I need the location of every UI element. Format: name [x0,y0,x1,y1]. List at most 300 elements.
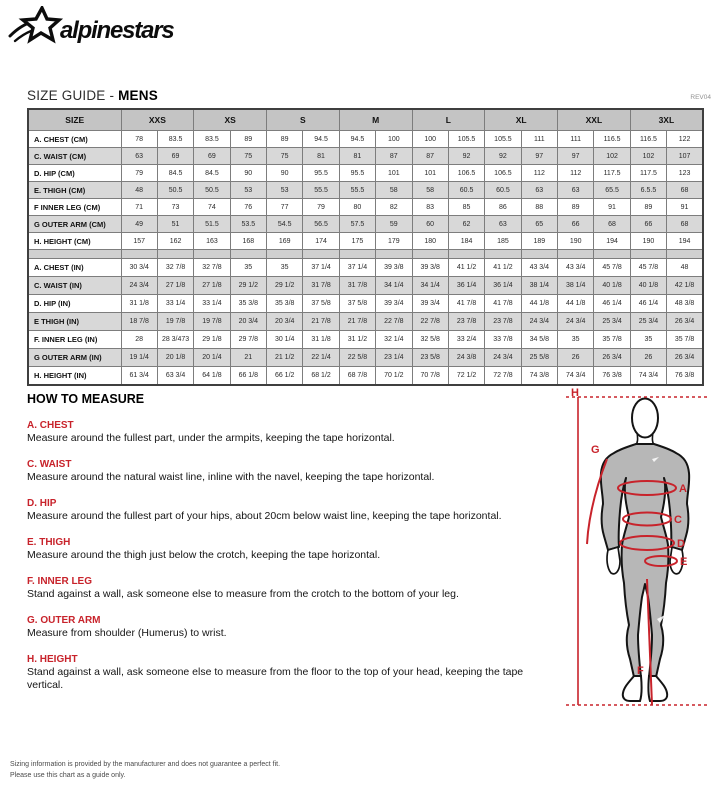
size-value-cell: 179 [376,233,412,250]
size-value-cell: 72 1/2 [448,367,484,385]
size-value-cell: 68 [667,182,703,199]
size-value-cell: 74 3/4 [558,367,594,385]
size-header-xs: XS [194,109,267,131]
size-value-cell: 23 5/8 [412,349,448,367]
size-header-3xl: 3XL [630,109,703,131]
size-value-cell: 117.5 [630,165,666,182]
size-value-cell: 24 3/8 [448,349,484,367]
size-value-cell: 39 3/8 [376,259,412,277]
size-table-header-row [28,109,703,131]
size-value-cell: 25 5/8 [521,349,557,367]
size-value-cell: 77 [267,199,303,216]
size-value-cell: 88 [521,199,557,216]
size-value-cell: 162 [157,233,193,250]
table-row [28,313,703,331]
size-value-cell: 32 7/8 [157,259,193,277]
label-outer-arm: G [591,444,600,456]
size-value-cell: 63 [485,216,521,233]
size-value-cell: 34 5/8 [521,331,557,349]
size-value-cell: 116.5 [594,131,630,148]
size-value-cell: 18 7/8 [121,313,157,331]
table-row [28,233,703,250]
size-value-cell: 31 1/8 [303,331,339,349]
size-value-cell: 35 [230,259,266,277]
measure-item [27,498,557,523]
size-value-cell: 41 7/8 [448,295,484,313]
size-value-cell: 19 7/8 [194,313,230,331]
separator-cell [230,250,266,259]
size-value-cell: 89 [630,199,666,216]
page-title-gender: MENS [118,88,158,103]
size-value-cell: 34 1/4 [412,277,448,295]
size-value-cell: 169 [267,233,303,250]
size-value-cell: 29 7/8 [230,331,266,349]
size-value-cell: 73 [157,199,193,216]
size-value-cell: 87 [412,148,448,165]
size-value-cell: 41 7/8 [485,295,521,313]
size-value-cell: 50.5 [194,182,230,199]
figure-foot-left [623,676,642,701]
size-value-cell: 68 [667,216,703,233]
size-value-cell: 21 7/8 [339,313,375,331]
size-value-cell: 60.5 [485,182,521,199]
size-value-cell: 35 3/8 [267,295,303,313]
size-header-l: L [412,109,485,131]
size-value-cell: 28 3/473 [157,331,193,349]
size-value-cell: 37 5/8 [303,295,339,313]
figure-hand-left [607,547,620,574]
measure-item-heading: G. OUTER ARM [27,615,101,626]
row-label: F INNER LEG (CM) [28,199,121,216]
separator-cell [121,250,157,259]
size-value-cell: 81 [339,148,375,165]
size-value-cell: 55.5 [339,182,375,199]
size-value-cell: 194 [594,233,630,250]
size-value-cell: 70 1/2 [376,367,412,385]
size-value-cell: 46 1/4 [594,295,630,313]
size-value-cell: 35 [630,331,666,349]
size-value-cell: 35 7/8 [667,331,703,349]
size-value-cell: 51 [157,216,193,233]
separator-cell [157,250,193,259]
measure-item-heading: F. INNER LEG [27,576,93,587]
size-value-cell: 69 [194,148,230,165]
label-waist: C [674,514,682,526]
size-value-cell: 71 [121,199,157,216]
size-value-cell: 29 1/2 [230,277,266,295]
size-value-cell: 65.5 [594,182,630,199]
size-value-cell: 33 7/8 [485,331,521,349]
revision-label: REV04 [690,94,711,101]
size-value-cell: 168 [230,233,266,250]
measure-item-heading: A. CHEST [27,420,74,431]
size-value-cell: 26 [630,349,666,367]
size-value-cell: 22 5/8 [339,349,375,367]
size-value-cell: 101 [376,165,412,182]
size-value-cell: 97 [521,148,557,165]
table-row [28,331,703,349]
size-value-cell: 19 7/8 [157,313,193,331]
size-value-cell: 85 [448,199,484,216]
row-label: F. INNER LEG (IN) [28,331,121,349]
how-to-measure-section [27,392,557,692]
size-value-cell: 72 7/8 [485,367,521,385]
size-value-cell: 81 [303,148,339,165]
size-value-cell: 37 1/4 [303,259,339,277]
alpinestars-star-icon [8,6,188,48]
size-value-cell: 97 [558,148,594,165]
size-value-cell: 94.5 [303,131,339,148]
table-row [28,199,703,216]
size-value-cell: 76 3/8 [594,367,630,385]
size-value-cell: 157 [121,233,157,250]
size-value-cell: 84.5 [194,165,230,182]
size-value-cell: 26 [558,349,594,367]
label-height: H [571,387,579,399]
measure-item-heading: E. THIGH [27,537,71,548]
size-value-cell: 83.5 [194,131,230,148]
separator-cell [339,250,375,259]
logo-wordmark: alpinestars [60,17,174,44]
size-value-cell: 35 3/8 [230,295,266,313]
separator-cell [28,250,121,259]
how-to-measure-list [27,420,557,692]
measure-item [27,459,557,484]
size-header-m: M [339,109,412,131]
size-value-cell: 102 [630,148,666,165]
size-value-cell: 38 1/4 [521,277,557,295]
table-row [28,131,703,148]
size-value-cell: 21 [230,349,266,367]
size-value-cell: 35 [558,331,594,349]
size-value-cell: 53 [230,182,266,199]
separator-cell [594,250,630,259]
size-value-cell: 75 [267,148,303,165]
size-value-cell: 32 5/8 [412,331,448,349]
table-row [28,349,703,367]
size-value-cell: 63 3/4 [157,367,193,385]
size-value-cell: 21 1/2 [267,349,303,367]
size-value-cell: 79 [303,199,339,216]
size-value-cell: 84.5 [157,165,193,182]
size-header-s: S [267,109,340,131]
size-value-cell: 6.5.5 [630,182,666,199]
size-value-cell: 75 [230,148,266,165]
size-value-cell: 28 [121,331,157,349]
size-value-cell: 26 3/4 [594,349,630,367]
measure-item-heading: H. HEIGHT [27,654,78,665]
size-value-cell: 33 2/4 [448,331,484,349]
size-value-cell: 89 [230,131,266,148]
size-value-cell: 82 [376,199,412,216]
separator-cell [376,250,412,259]
size-value-cell: 184 [448,233,484,250]
size-value-cell: 42 1/8 [667,277,703,295]
size-value-cell: 23 7/8 [485,313,521,331]
size-value-cell: 53.5 [230,216,266,233]
separator-cell [558,250,594,259]
separator-cell [303,250,339,259]
size-value-cell: 106.5 [485,165,521,182]
figure-head [632,399,658,438]
size-value-cell: 33 1/4 [194,295,230,313]
page-title [27,88,158,103]
size-value-cell: 23 7/8 [448,313,484,331]
size-value-cell: 66 [558,216,594,233]
size-value-cell: 76 [230,199,266,216]
size-value-cell: 68 1/2 [303,367,339,385]
size-value-cell: 25 3/4 [630,313,666,331]
size-value-cell: 31 1/8 [121,295,157,313]
size-value-cell: 33 1/4 [157,295,193,313]
size-value-cell: 20 1/8 [157,349,193,367]
size-value-cell: 21 7/8 [303,313,339,331]
measure-item [27,420,557,445]
label-thigh: E [680,556,688,568]
size-value-cell: 25 3/4 [594,313,630,331]
size-value-cell: 83.5 [157,131,193,148]
size-column-header: SIZE [28,109,121,131]
measure-item-heading: C. WAIST [27,459,72,470]
size-value-cell: 30 1/4 [267,331,303,349]
label-chest: A [679,483,687,495]
size-value-cell: 32 1/4 [376,331,412,349]
size-value-cell: 107 [667,148,703,165]
measure-item [27,537,557,562]
size-value-cell: 74 [194,199,230,216]
size-value-cell: 83 [412,199,448,216]
size-table [27,108,704,386]
size-value-cell: 180 [412,233,448,250]
size-value-cell: 106.5 [448,165,484,182]
size-value-cell: 105.5 [485,131,521,148]
size-value-cell: 58 [376,182,412,199]
size-value-cell: 58 [412,182,448,199]
size-value-cell: 190 [558,233,594,250]
row-label: A. CHEST (IN) [28,259,121,277]
row-label: D. HIP (IN) [28,295,121,313]
size-value-cell: 34 1/4 [376,277,412,295]
size-value-cell: 92 [448,148,484,165]
size-value-cell: 26 3/4 [667,313,703,331]
size-value-cell: 102 [594,148,630,165]
row-label: G OUTER ARM (CM) [28,216,121,233]
size-value-cell: 19 1/4 [121,349,157,367]
size-value-cell: 95.5 [339,165,375,182]
size-value-cell: 95.5 [303,165,339,182]
size-value-cell: 50.5 [157,182,193,199]
size-value-cell: 53 [267,182,303,199]
page-title-prefix: SIZE GUIDE - [27,88,119,103]
measure-item-text: Stand against a wall, ask someone else to measure from the crotch to the bottom of your leg. [27,588,459,600]
measure-item [27,615,557,640]
size-value-cell: 63 [558,182,594,199]
size-value-cell: 94.5 [339,131,375,148]
size-value-cell: 39 3/4 [376,295,412,313]
footer-disclaimer [10,759,280,781]
measure-item [27,576,557,601]
size-value-cell: 90 [230,165,266,182]
size-value-cell: 79 [121,165,157,182]
size-value-cell: 35 7/8 [594,331,630,349]
size-value-cell: 111 [521,131,557,148]
size-value-cell: 48 [121,182,157,199]
size-value-cell: 45 7/8 [594,259,630,277]
size-value-cell: 76 3/8 [667,367,703,385]
size-header-xl: XL [485,109,558,131]
size-value-cell: 91 [594,199,630,216]
row-label: C. WAIST (IN) [28,277,121,295]
size-value-cell: 29 1/8 [194,331,230,349]
size-value-cell: 22 7/8 [412,313,448,331]
size-value-cell: 27 1/8 [194,277,230,295]
size-value-cell: 175 [339,233,375,250]
size-value-cell: 100 [376,131,412,148]
size-value-cell: 27 1/8 [157,277,193,295]
table-row [28,165,703,182]
size-value-cell: 61 3/4 [121,367,157,385]
size-value-cell: 31 7/8 [339,277,375,295]
measure-item-text: Measure from shoulder (Humerus) to wrist. [27,627,227,639]
unit-separator-row [28,250,703,259]
measure-item-text: Measure around the fullest part, under the armpits, keeping the tape horizontal. [27,432,395,444]
size-value-cell: 20 3/4 [230,313,266,331]
size-value-cell: 51.5 [194,216,230,233]
size-value-cell: 26 3/4 [667,349,703,367]
size-value-cell: 31 1/2 [339,331,375,349]
row-label: D. HIP (CM) [28,165,121,182]
row-label: E THIGH (IN) [28,313,121,331]
size-value-cell: 20 1/4 [194,349,230,367]
size-value-cell: 20 3/4 [267,313,303,331]
measure-item-text: Measure around the natural waist line, inline with the navel, keeping the tape horizontal. [27,471,435,483]
size-value-cell: 60.5 [448,182,484,199]
size-value-cell: 38 1/4 [558,277,594,295]
size-value-cell: 29 1/2 [267,277,303,295]
measurement-figure [560,386,714,718]
size-value-cell: 40 1/8 [630,277,666,295]
separator-cell [485,250,521,259]
size-value-cell: 122 [667,131,703,148]
size-value-cell: 112 [558,165,594,182]
size-value-cell: 43 3/4 [558,259,594,277]
size-value-cell: 70 7/8 [412,367,448,385]
size-value-cell: 41 1/2 [448,259,484,277]
size-value-cell: 56.5 [303,216,339,233]
size-value-cell: 80 [339,199,375,216]
label-hip: D [677,538,685,550]
separator-cell [194,250,230,259]
size-value-cell: 37 5/8 [339,295,375,313]
row-label: H. HEIGHT (IN) [28,367,121,385]
size-value-cell: 64 1/8 [194,367,230,385]
size-value-cell: 23 1/4 [376,349,412,367]
size-value-cell: 44 1/8 [558,295,594,313]
size-value-cell: 116.5 [630,131,666,148]
how-to-measure-title: HOW TO MEASURE [27,392,145,406]
separator-cell [521,250,557,259]
table-row [28,259,703,277]
size-value-cell: 63 [121,148,157,165]
size-value-cell: 100 [412,131,448,148]
size-header-xxl: XXL [558,109,631,131]
size-value-cell: 123 [667,165,703,182]
size-value-cell: 39 3/4 [412,295,448,313]
table-row [28,367,703,385]
size-value-cell: 66 1/8 [230,367,266,385]
table-row [28,277,703,295]
size-header-xxs: XXS [121,109,194,131]
body-diagram [560,386,714,718]
size-value-cell: 39 3/8 [412,259,448,277]
row-label: G OUTER ARM (IN) [28,349,121,367]
table-row [28,148,703,165]
size-value-cell: 37 1/4 [339,259,375,277]
size-value-cell: 91 [667,199,703,216]
size-value-cell: 30 3/4 [121,259,157,277]
size-value-cell: 48 3/8 [667,295,703,313]
measure-item [27,654,557,692]
size-value-cell: 43 3/4 [521,259,557,277]
size-value-cell: 189 [521,233,557,250]
footer-line-1: Sizing information is provided by the manufacturer and does not guarantee a perfect fit. [10,761,281,768]
size-value-cell: 32 7/8 [194,259,230,277]
size-value-cell: 74 3/8 [521,367,557,385]
size-value-cell: 74 3/4 [630,367,666,385]
size-value-cell: 65 [521,216,557,233]
separator-cell [448,250,484,259]
size-value-cell: 44 1/8 [521,295,557,313]
size-value-cell: 87 [376,148,412,165]
alpinestars-logo [8,6,188,48]
size-value-cell: 90 [267,165,303,182]
size-value-cell: 24 3/4 [558,313,594,331]
size-value-cell: 174 [303,233,339,250]
size-value-cell: 101 [412,165,448,182]
measure-item-text: Stand against a wall, ask someone else to measure from the floor to the top of your head, keeping the tape vertical. [27,666,524,691]
table-row [28,216,703,233]
separator-cell [412,250,448,259]
separator-cell [667,250,703,259]
size-value-cell: 105.5 [448,131,484,148]
size-value-cell: 48 [667,259,703,277]
size-value-cell: 69 [157,148,193,165]
measure-item-heading: D. HIP [27,498,57,509]
size-value-cell: 55.5 [303,182,339,199]
size-value-cell: 78 [121,131,157,148]
size-value-cell: 112 [521,165,557,182]
size-value-cell: 66 [630,216,666,233]
separator-cell [267,250,303,259]
size-value-cell: 68 7/8 [339,367,375,385]
size-value-cell: 35 [267,259,303,277]
size-value-cell: 66 1/2 [267,367,303,385]
row-label: A. CHEST (CM) [28,131,121,148]
size-value-cell: 36 1/4 [448,277,484,295]
size-value-cell: 185 [485,233,521,250]
size-value-cell: 86 [485,199,521,216]
size-value-cell: 194 [667,233,703,250]
size-value-cell: 117.5 [594,165,630,182]
measure-item-text: Measure around the fullest part of your hips, about 20cm below waist line, keeping the tape horizontal. [27,510,502,522]
table-row [28,295,703,313]
size-value-cell: 24 3/4 [485,349,521,367]
size-value-cell: 57.5 [339,216,375,233]
size-value-cell: 89 [267,131,303,148]
size-value-cell: 63 [521,182,557,199]
size-value-cell: 41 1/2 [485,259,521,277]
size-value-cell: 62 [448,216,484,233]
